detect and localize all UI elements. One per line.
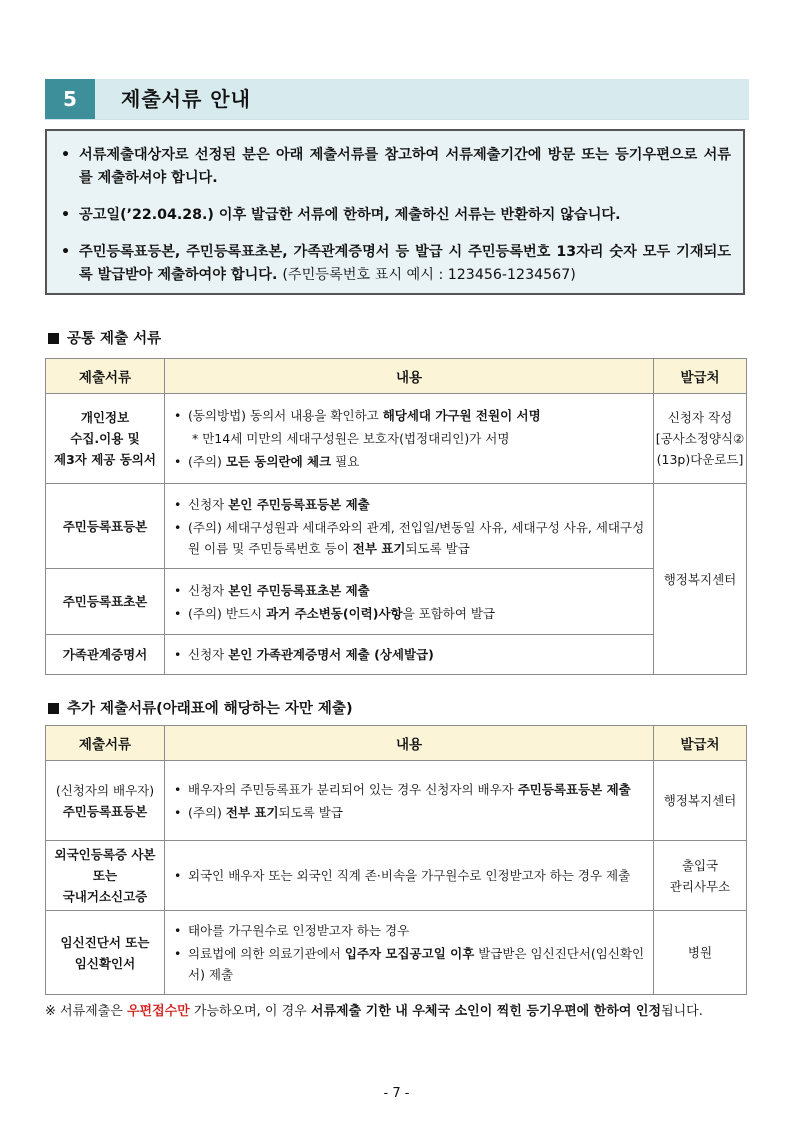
table-header-row: [46, 359, 747, 394]
issuer: 출입국 관리사무소: [654, 841, 747, 911]
page-number: - 7 -: [383, 1086, 410, 1101]
table-row: [46, 635, 747, 675]
col-header-content: 내용: [165, 359, 654, 394]
issuer: 병원: [654, 911, 747, 995]
doc-content: • 신청자 본인 주민등록표등본 제출 • (주의) 세대구성원과 세대주와의 관계, 전입일/변동일 사유, 세대구성 사유, 세대구성원 이름 및 주민등록번호 등이 전부 표기되도록 발급: [165, 484, 654, 569]
table-row: [46, 394, 747, 484]
table-row: [46, 911, 747, 995]
additional-docs-table: [45, 725, 747, 995]
col-header-issuer: 발급처: [654, 726, 747, 761]
doc-name: 개인정보 수집.이용 및 제3자 제공 동의서: [46, 394, 165, 484]
footnote-highlight: 우편접수만: [126, 1004, 190, 1019]
notice-item: • 서류제출대상자로 선정된 분은 아래 제출서류를 참고하여 서류제출기간에 방문 또는 등기우편으로 서류를 제출하셔야 합니다.: [61, 147, 731, 186]
col-header-doc: 제출서류: [46, 359, 165, 394]
doc-name: 외국인등록증 사본 또는 국내거소신고증: [46, 841, 165, 911]
issuer: 행정복지센터: [654, 484, 747, 675]
doc-content: • 외국인 배우자 또는 외국인 직계 존·비속을 가구원수로 인정받고자 하는 경우 제출: [165, 841, 654, 911]
footnote: ※ 서류제출은 우편접수만 가능하오며, 이 경우 서류제출 기한 내 우체국 소인이 찍힌 등기우편에 한하여 인정됩니다.: [45, 1004, 703, 1019]
doc-content: • 신청자 본인 가족관계증명서 제출 (상세발급): [165, 635, 654, 675]
doc-content: • 신청자 본인 주민등록표초본 제출 • (주의) 반드시 과거 주소변동(이력)사항을 포함하여 발급: [165, 569, 654, 635]
doc-name: 가족관계증명서: [46, 635, 165, 675]
common-docs-table: [45, 358, 747, 675]
section-number: 5: [45, 79, 95, 119]
doc-name: 주민등록표초본: [46, 569, 165, 635]
doc-name: 임신진단서 또는 임신확인서: [46, 911, 165, 995]
table-row: [46, 569, 747, 635]
section-header: [45, 79, 749, 120]
table-row: [46, 761, 747, 841]
col-header-doc: 제출서류: [46, 726, 165, 761]
col-header-content: 내용: [165, 726, 654, 761]
notice-box: [45, 129, 745, 295]
notice-item: • 주민등록표등본, 주민등록표초본, 가족관계증명서 등 발급 시 주민등록번호 13자리 숫자 모두 기재되도록 발급받아 제출하여야 합니다. (주민등록번호 표시 예시 : 123456-1234567): [61, 244, 731, 283]
common-docs-heading: 공통 제출 서류: [48, 327, 161, 348]
table-row: [46, 841, 747, 911]
notice-example: (주민등록번호 표시 예시 : 123456-1234567): [282, 267, 576, 283]
notice-item: • 공고일(’22.04.28.) 이후 발급한 서류에 한하며, 제출하신 서류는 반환하지 않습니다.: [61, 207, 621, 223]
doc-content: • 태아를 가구원수로 인정받고자 하는 경우 • 의료법에 의한 의료기관에서 입주자 모집공고일 이후 발급받은 임신진단서(임신확인서) 제출: [165, 911, 654, 995]
table-header-row: [46, 726, 747, 761]
section-title: 제출서류 안내: [121, 87, 251, 111]
table-row: [46, 484, 747, 569]
issuer: 행정복지센터: [654, 761, 747, 841]
doc-name: 주민등록표등본: [46, 484, 165, 569]
additional-docs-heading: 추가 제출서류(아래표에 해당하는 자만 제출): [48, 697, 353, 718]
doc-name: (신청자의 배우자) 주민등록표등본: [46, 761, 165, 841]
col-header-issuer: 발급처: [654, 359, 747, 394]
doc-content: • 배우자의 주민등록표가 분리되어 있는 경우 신청자의 배우자 주민등록표등본 제출 • (주의) 전부 표기되도록 발급: [165, 761, 654, 841]
issuer: 신청자 작성 [공사소정양식② (13p)다운로드]: [654, 394, 747, 484]
doc-content: • (동의방법) 동의서 내용을 확인하고 해당세대 가구원 전원이 서명 * 만14세 미만의 세대구성원은 보호자(법정대리인)가 서명 • (주의) 모든 동의란에 체크 필요: [165, 394, 654, 484]
